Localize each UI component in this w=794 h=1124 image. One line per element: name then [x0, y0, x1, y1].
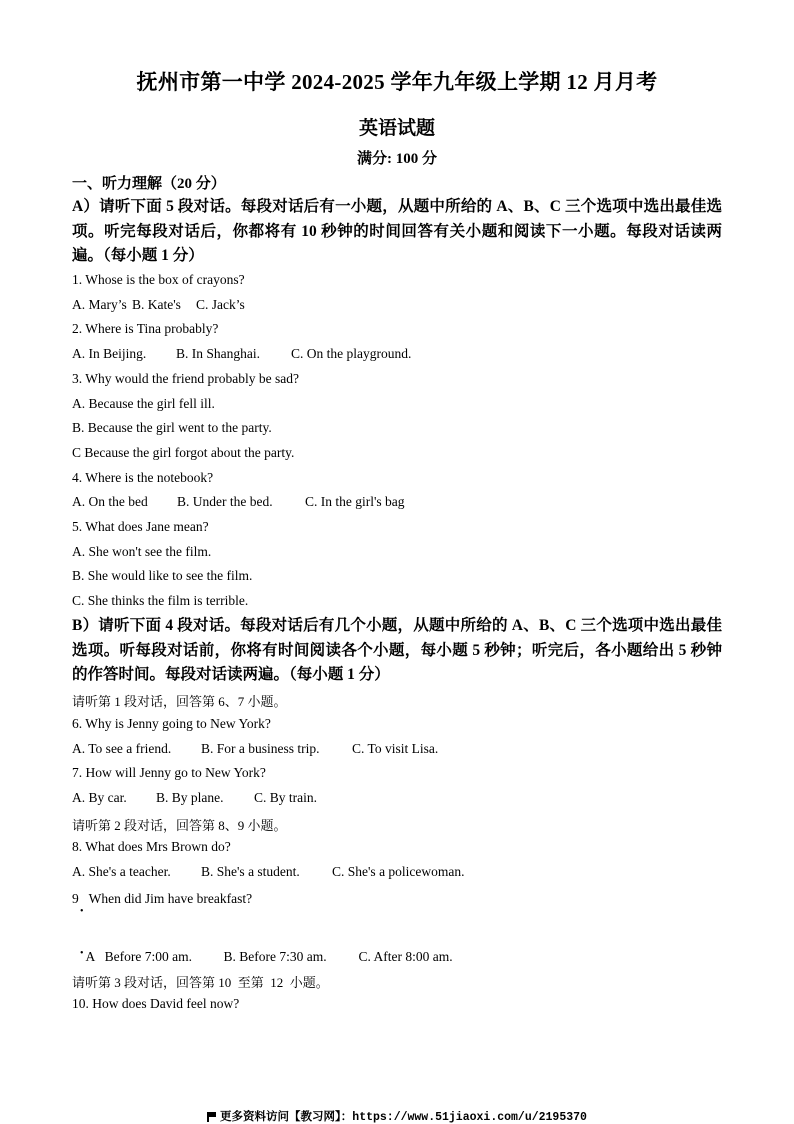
question-4-stem: 4. Where is the notebook? [72, 470, 214, 485]
q4-option-b: B. Under the bed. [177, 494, 273, 509]
section-heading-listening: 一、听力理解（20 分） [72, 176, 226, 192]
q2-option-c: C. On the playground. [291, 346, 412, 361]
q5-option-a: A. She won't see the film. [72, 544, 212, 559]
question-4-options [72, 494, 405, 510]
footer-text[interactable]: 更多资料访问【教习网】：https://www.51jiaoxi.com/u/2195370 [220, 1111, 587, 1124]
stray-dot-mark: • [80, 906, 84, 917]
q7-option-c: C. By train. [254, 790, 317, 805]
question-6-stem: 6. Why is Jenny going to New York? [72, 716, 271, 731]
question-6-options [72, 741, 438, 757]
q5-option-c: C. She thinks the film is terrible. [72, 593, 249, 608]
q1-option-c: C. Jack’s [196, 297, 245, 312]
q6-option-b: B. For a business trip. [201, 741, 320, 756]
question-8-options [72, 864, 465, 880]
q1-option-a: A. Mary’s [72, 297, 127, 312]
question-2-options [72, 346, 411, 362]
exam-title: 抚州市第一中学 2024-2025 学年九年级上学期 12 月月考 [136, 70, 658, 94]
stray-dot-mark: • [80, 948, 84, 959]
question-10-stem: 10. How does David feel now? [72, 996, 240, 1011]
q3-option-c: C Because the girl forgot about the party. [72, 445, 295, 460]
total-score: 满分: 100 分 [357, 151, 437, 167]
part-a-instructions: A）请听下面 5 段对话。每段对话后有一小题，从题中所给的 A、B、C 三个选项中选出最佳选项。听完每段对话后，你都将有 10 秒钟的时间回答有关小题和阅读下一小题。每段对话读两遍。（每小题 1 分） [72, 198, 722, 264]
dialogue-2-note: 请听第 2 段对话，回答第 8、9 小题。 [72, 818, 287, 833]
question-9-stem: 9 When did Jim have breakfast? [72, 891, 253, 906]
q9-option-c: C. After 8:00 am. [358, 949, 453, 964]
q8-option-c: C. She's a policewoman. [332, 864, 465, 879]
exam-subtitle: 英语试题 [358, 118, 435, 139]
q7-option-b: B. By plane. [156, 790, 224, 805]
question-1-options [72, 297, 245, 313]
question-8-stem: 8. What does Mrs Brown do? [72, 839, 231, 854]
footer-link[interactable] [0, 1108, 794, 1124]
q6-option-a: A. To see a friend. [72, 741, 172, 756]
question-5-stem: 5. What does Jane mean? [72, 519, 209, 534]
q1-option-b: B. Kate's [132, 297, 181, 312]
q6-option-c: C. To visit Lisa. [352, 741, 439, 756]
q2-option-a: A. In Beijing. [72, 346, 147, 361]
q5-option-b: B. She would like to see the film. [72, 568, 253, 583]
q8-option-a: A. She's a teacher. [72, 864, 171, 879]
question-7-stem: 7. How will Jenny go to New York? [72, 765, 266, 780]
question-1-stem: 1. Whose is the box of crayons? [72, 272, 245, 287]
part-b-instructions: B）请听下面 4 段对话。每段对话后有几个小题，从题中所给的 A、B、C 三个选项中选出最佳选项。听每段对话前，你将有时间阅读各个小题，每小题 5 秒钟；听完后，各小题给出 5 秒钟的作答时间。每段对话读两遍。（每小题 1 分） [72, 617, 722, 683]
flag-icon [207, 1112, 216, 1121]
q7-option-a: A. By car. [72, 790, 127, 805]
question-2-stem: 2. Where is Tina probably? [72, 321, 219, 336]
question-3-stem: 3. Why would the friend probably be sad? [72, 371, 299, 386]
q2-option-b: B. In Shanghai. [176, 346, 260, 361]
question-7-options [72, 790, 317, 806]
q4-option-c: C. In the girl's bag [305, 494, 405, 509]
q3-option-b: B. Because the girl went to the party. [72, 420, 272, 435]
dialogue-3-note: 请听第 3 段对话，回答第 10 至第 12 小题。 [72, 975, 329, 990]
q9-option-a: A Before 7:00 am. [85, 949, 192, 964]
q9-option-b: B. Before 7:30 am. [223, 949, 327, 964]
dialogue-1-note: 请听第 1 段对话，回答第 6、7 小题。 [72, 694, 287, 709]
q3-option-a: A. Because the girl fell ill. [72, 396, 215, 411]
q8-option-b: B. She's a student. [201, 864, 300, 879]
q4-option-a: A. On the bed [72, 494, 148, 509]
